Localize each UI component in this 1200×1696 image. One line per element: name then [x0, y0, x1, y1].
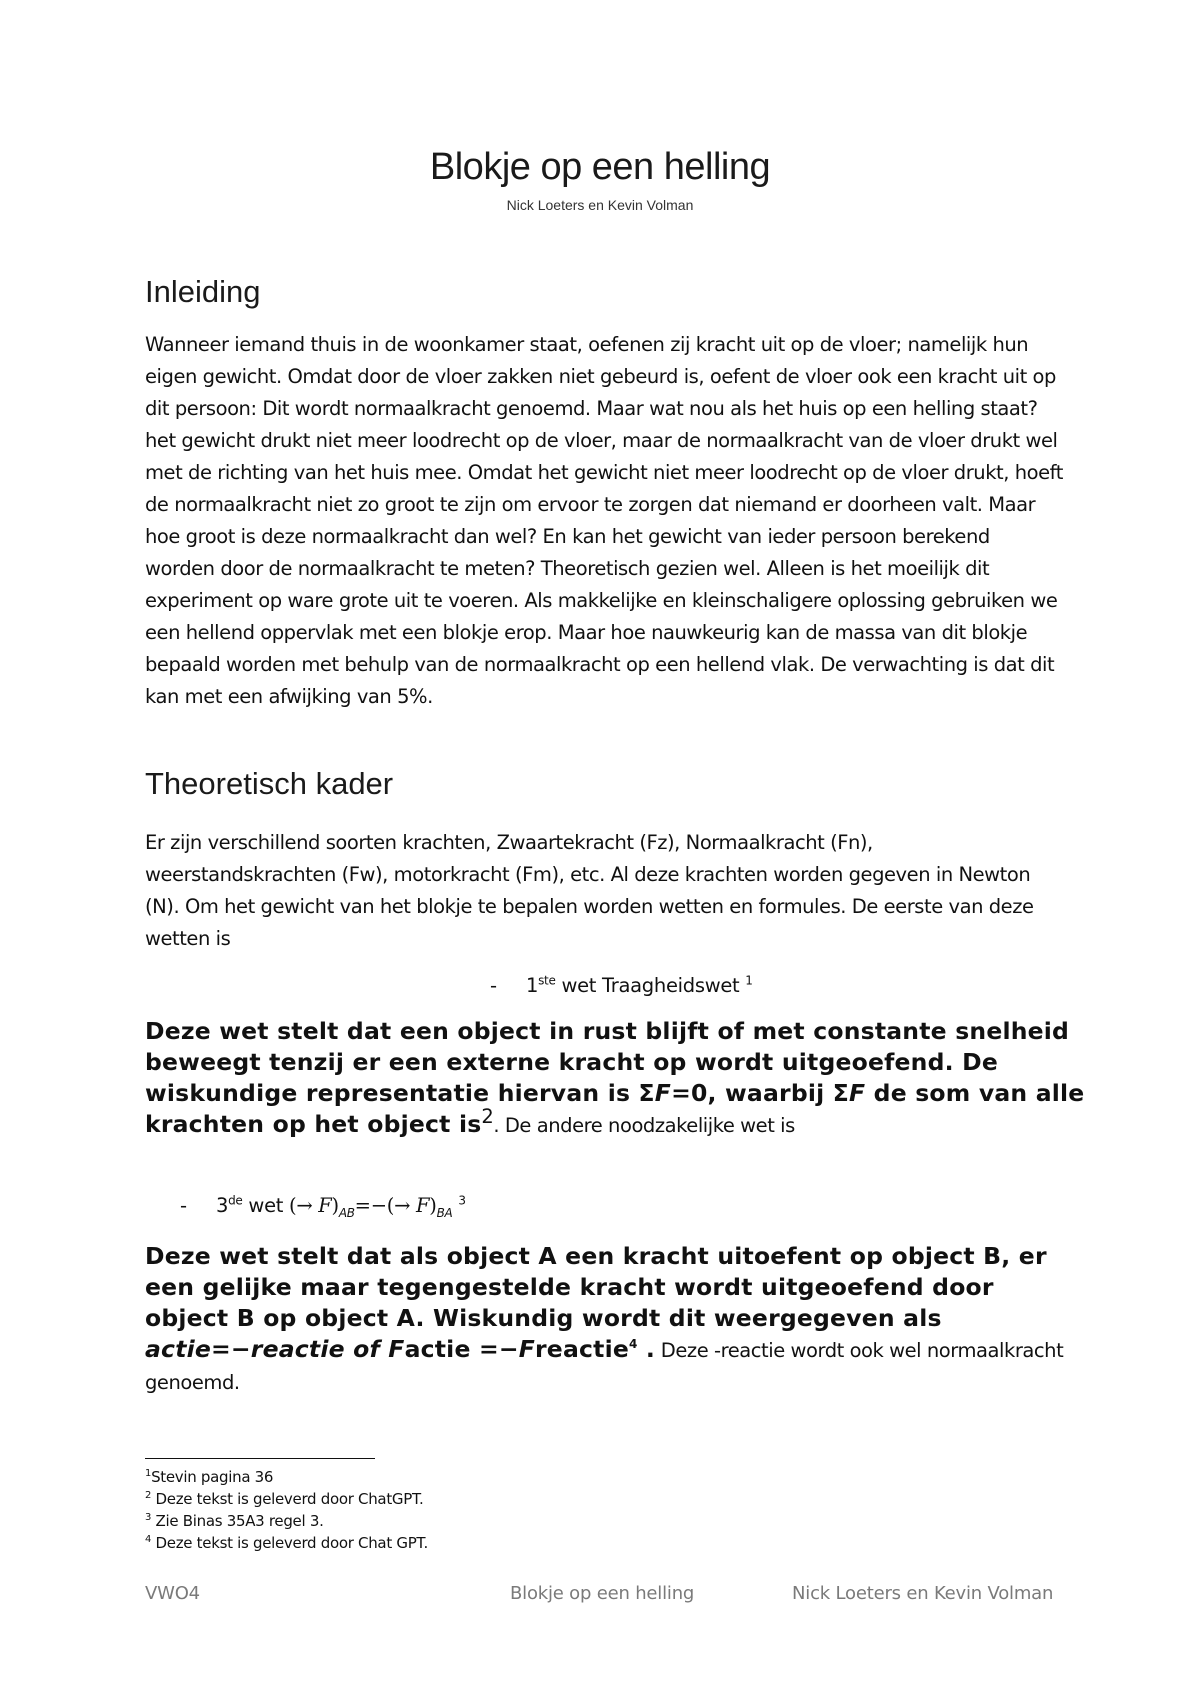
law-1-description: Deze wet stelt dat een object in rust blijft of met constante snelheid beweegt tenzij er een externe kracht op wordt uitgeoefend. De wiskundige representatie hiervan is ΣF=0, waarbij ΣF de som van alle krachten op het object $is^2$. De andere noodzakelijke wet is	[145, 1017, 1085, 1138]
footer-left: VWO4	[145, 1583, 200, 1604]
footnote-1: $^1$Stevin pagina 36	[145, 1468, 274, 1486]
law-1-text: wet Traagheidswet	[555, 974, 746, 997]
footer-center: Blokje op een helling	[510, 1583, 695, 1604]
law-1-number: 1	[526, 974, 539, 997]
document-title: Blokje op een helling	[429, 146, 771, 188]
law-3-item: - 3de wet (→ $F)_{AB}=-(\to F)_{BA}$ $^3$	[180, 1193, 466, 1220]
footnote-4: $^4$ Deze tekst is geleverd door Chat GPT.	[145, 1534, 428, 1552]
footnote-2: $^2$ Deze tekst is geleverd door ChatGPT.	[145, 1490, 424, 1508]
arrow-symbol: →	[394, 1194, 411, 1217]
footnote-ref-2: 2	[481, 1105, 494, 1129]
footnote-ref-3: 3	[458, 1193, 466, 1208]
footnote-separator	[145, 1458, 375, 1459]
footnote-ref-4: 4	[628, 1337, 638, 1352]
footer-right: Nick Loeters en Kevin Volman	[792, 1583, 1054, 1604]
intro-paragraph: Wanneer iemand thuis in de woonkamer staat, oefenen zij kracht uit op de vloer; namelijk hun eigen gewicht. Omdat door de vloer zakken niet gebeurd is, oefent de vloer ook een kracht uit op dit persoon: Dit wordt normaalkracht genoemd. Maar wat nou als het huis op een helling staat? het gewicht drukt niet meer loodrecht op de vloer, maar de normaalkracht van de vloer drukt wel met de richting van het huis mee. Omdat het gewicht niet meer loodrecht op de vloer drukt, hoeft de normaalkracht niet zo groot te zijn om ervoor te zorgen dat niemand er doorheen valt. Maar hoe groot is deze normaalkracht dan wel? En kan het gewicht van ieder persoon berekend worden door de normaalkracht te meten? Theoretisch gezien wel. Alleen is het moeilijk dit experiment op ware grote uit te voeren. Als makkelijke en kleinschaligere oplossing gebruiken we een hellend oppervlak met een blokje erop. Maar hoe nauwkeurig kan de massa van dit blokje bepaald worden met behulp van de normaalkracht op een hellend vlak. De verwachting is dat dit kan met een afwijking van 5%.	[145, 333, 1063, 708]
law-3-number: 3	[216, 1194, 229, 1217]
document-authors: Nick Loeters en Kevin Volman	[506, 197, 694, 213]
law-1-item	[490, 974, 753, 997]
footnotes	[145, 1466, 428, 1554]
law-3-description: Deze wet stelt dat als object A een kracht uitoefent op object B, er een gelijke maar tegengestelde kracht wordt uitgeoefend door object B op object A. Wiskundig wordt dit weergegeven als actie=−reactie of Factie =−Freactie$^4$ . Deze -reactie wordt ook wel normaalkracht genoemd.	[145, 1242, 1064, 1394]
law-3-suffix: de	[228, 1193, 243, 1208]
law-3-text: wet	[242, 1194, 290, 1217]
list-dash: -	[490, 974, 497, 997]
heading-inleiding: Inleiding	[145, 274, 261, 309]
heading-theoretisch-kader: Theoretisch kader	[145, 766, 394, 801]
theory-paragraph: Er zijn verschillend soorten krachten, Zwaartekracht (Fz), Normaalkracht (Fn), weerstandskrachten (Fw), motorkracht (Fm), etc. Al deze krachten worden gegeven in Newton (N). Om het gewicht van het blokje te bepalen worden wetten en formules. De eerste van deze wetten is	[145, 831, 1034, 950]
footnote-3: $^3$ Zie Binas 35A3 regel 3.	[145, 1512, 324, 1530]
law-1-suffix: ste	[538, 973, 556, 988]
arrow-symbol: →	[296, 1194, 313, 1217]
list-dash: -	[180, 1194, 187, 1217]
footnote-ref-1: 1	[745, 973, 753, 988]
